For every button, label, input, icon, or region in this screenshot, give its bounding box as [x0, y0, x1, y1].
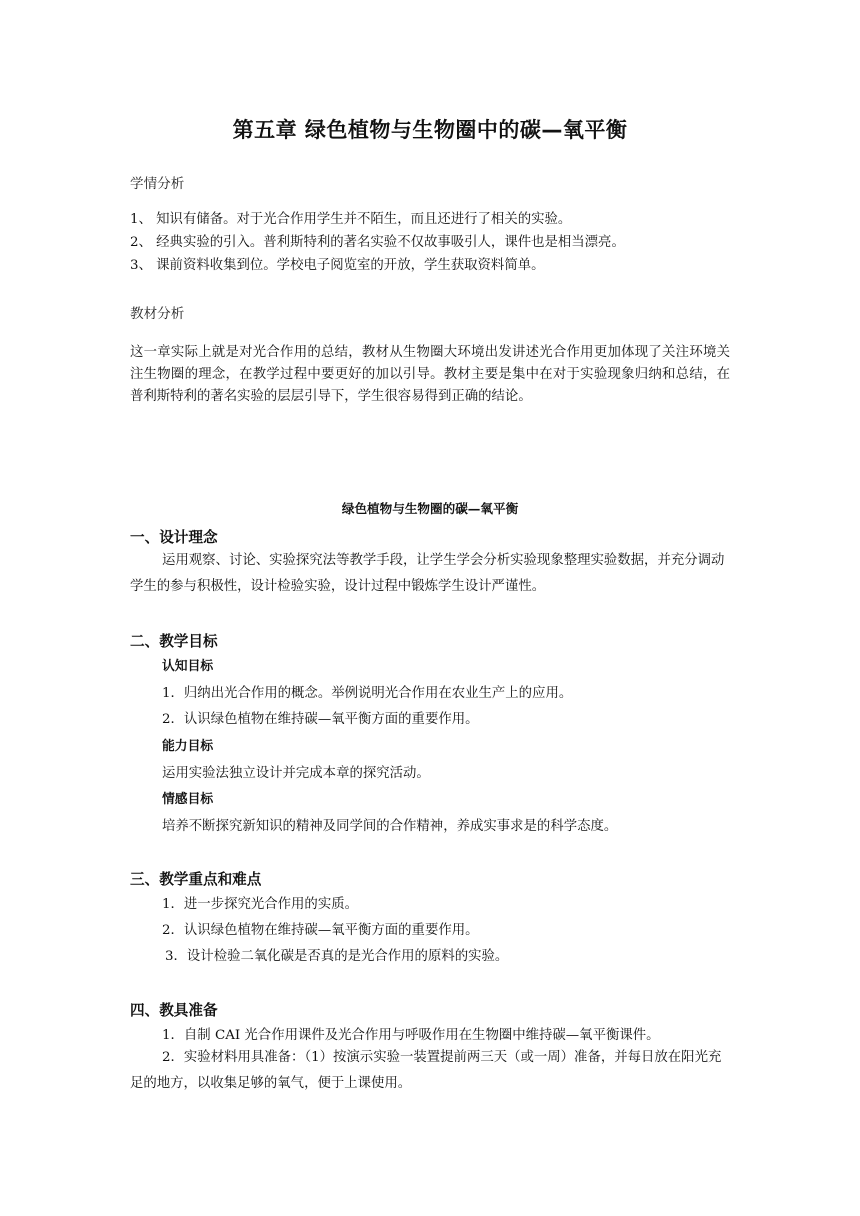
student-analysis-item-3: 3、 课前资料收集到位。学校电子阅览室的开放，学生获取资料简单。: [130, 258, 545, 273]
chapter-title: 第五章 绿色植物与生物圈中的碳—氧平衡: [232, 118, 628, 142]
section-3-heading: 三、教学重点和难点: [130, 871, 262, 888]
key-point-item-1: 1．进一步探究光合作用的实质。: [162, 897, 358, 912]
student-analysis-item-2: 2、 经典实验的引入。普利斯特利的著名实验不仅故事吸引人，课件也是相当漂亮。: [130, 235, 625, 250]
key-point-item-3: 3．设计检验二氧化碳是否真的是光合作用的原料的实验。: [165, 949, 509, 964]
section-1-heading: 一、设计理念: [130, 529, 218, 546]
key-point-item-2: 2．认识绿色植物在维持碳—氧平衡方面的重要作用。: [162, 923, 479, 938]
material-analysis-paragraph: 这一章实际上就是对光合作用的总结，教材从生物圈大环境出发讲述光合作用更加体现了关注环境关注生物圈的理念，在教学过程中要更好的加以引导。教材主要是集中在对于实验现象归纳和总结，在普利斯特利的著名实验的层层引导下，学生很容易得到正确的结论。: [130, 345, 730, 404]
section-1-paragraph: 运用观察、讨论、实验探究法等教学手段，让学生学会分析实验现象整理实验数据，并充分调动学生的参与积极性，设计检验实验，设计过程中锻炼学生设计严谨性。: [130, 553, 725, 594]
student-analysis-item-1: 1、 知识有储备。对于光合作用学生并不陌生，而且还进行了相关的实验。: [130, 212, 572, 227]
ability-goal-text: 运用实验法独立设计并完成本章的探究活动。: [162, 766, 430, 781]
teaching-aid-item-1: 1．自制 CAI 光合作用课件及光合作用与呼吸作用在生物圈中维持碳—氧平衡课件。: [162, 1028, 660, 1043]
material-analysis-heading: 教材分析: [130, 306, 185, 322]
section-4-heading: 四、教具准备: [130, 1002, 218, 1019]
teaching-aid-item-2: 2．实验材料用具准备：（1）按演示实验一装置提前两三天（或一周）准备，并每日放在阳光充足的地方，以收集足够的氧气，便于上课使用。: [130, 1050, 722, 1091]
cognitive-goal-label: 认知目标: [162, 659, 214, 674]
cognitive-goal-item-1: 1．归纳出光合作用的概念。举例说明光合作用在农业生产上的应用。: [162, 686, 573, 701]
student-analysis-heading: 学情分析: [130, 176, 185, 192]
ability-goal-label: 能力目标: [162, 739, 214, 754]
emotion-goal-text: 培养不断探究新知识的精神及同学间的合作精神，养成实事求是的科学态度。: [162, 819, 618, 834]
section-2-heading: 二、教学目标: [130, 633, 218, 650]
lesson-subtitle: 绿色植物与生物圈的碳—氧平衡: [341, 501, 519, 516]
cognitive-goal-item-2: 2．认识绿色植物在维持碳—氧平衡方面的重要作用。: [162, 712, 479, 727]
emotion-goal-label: 情感目标: [162, 792, 214, 807]
